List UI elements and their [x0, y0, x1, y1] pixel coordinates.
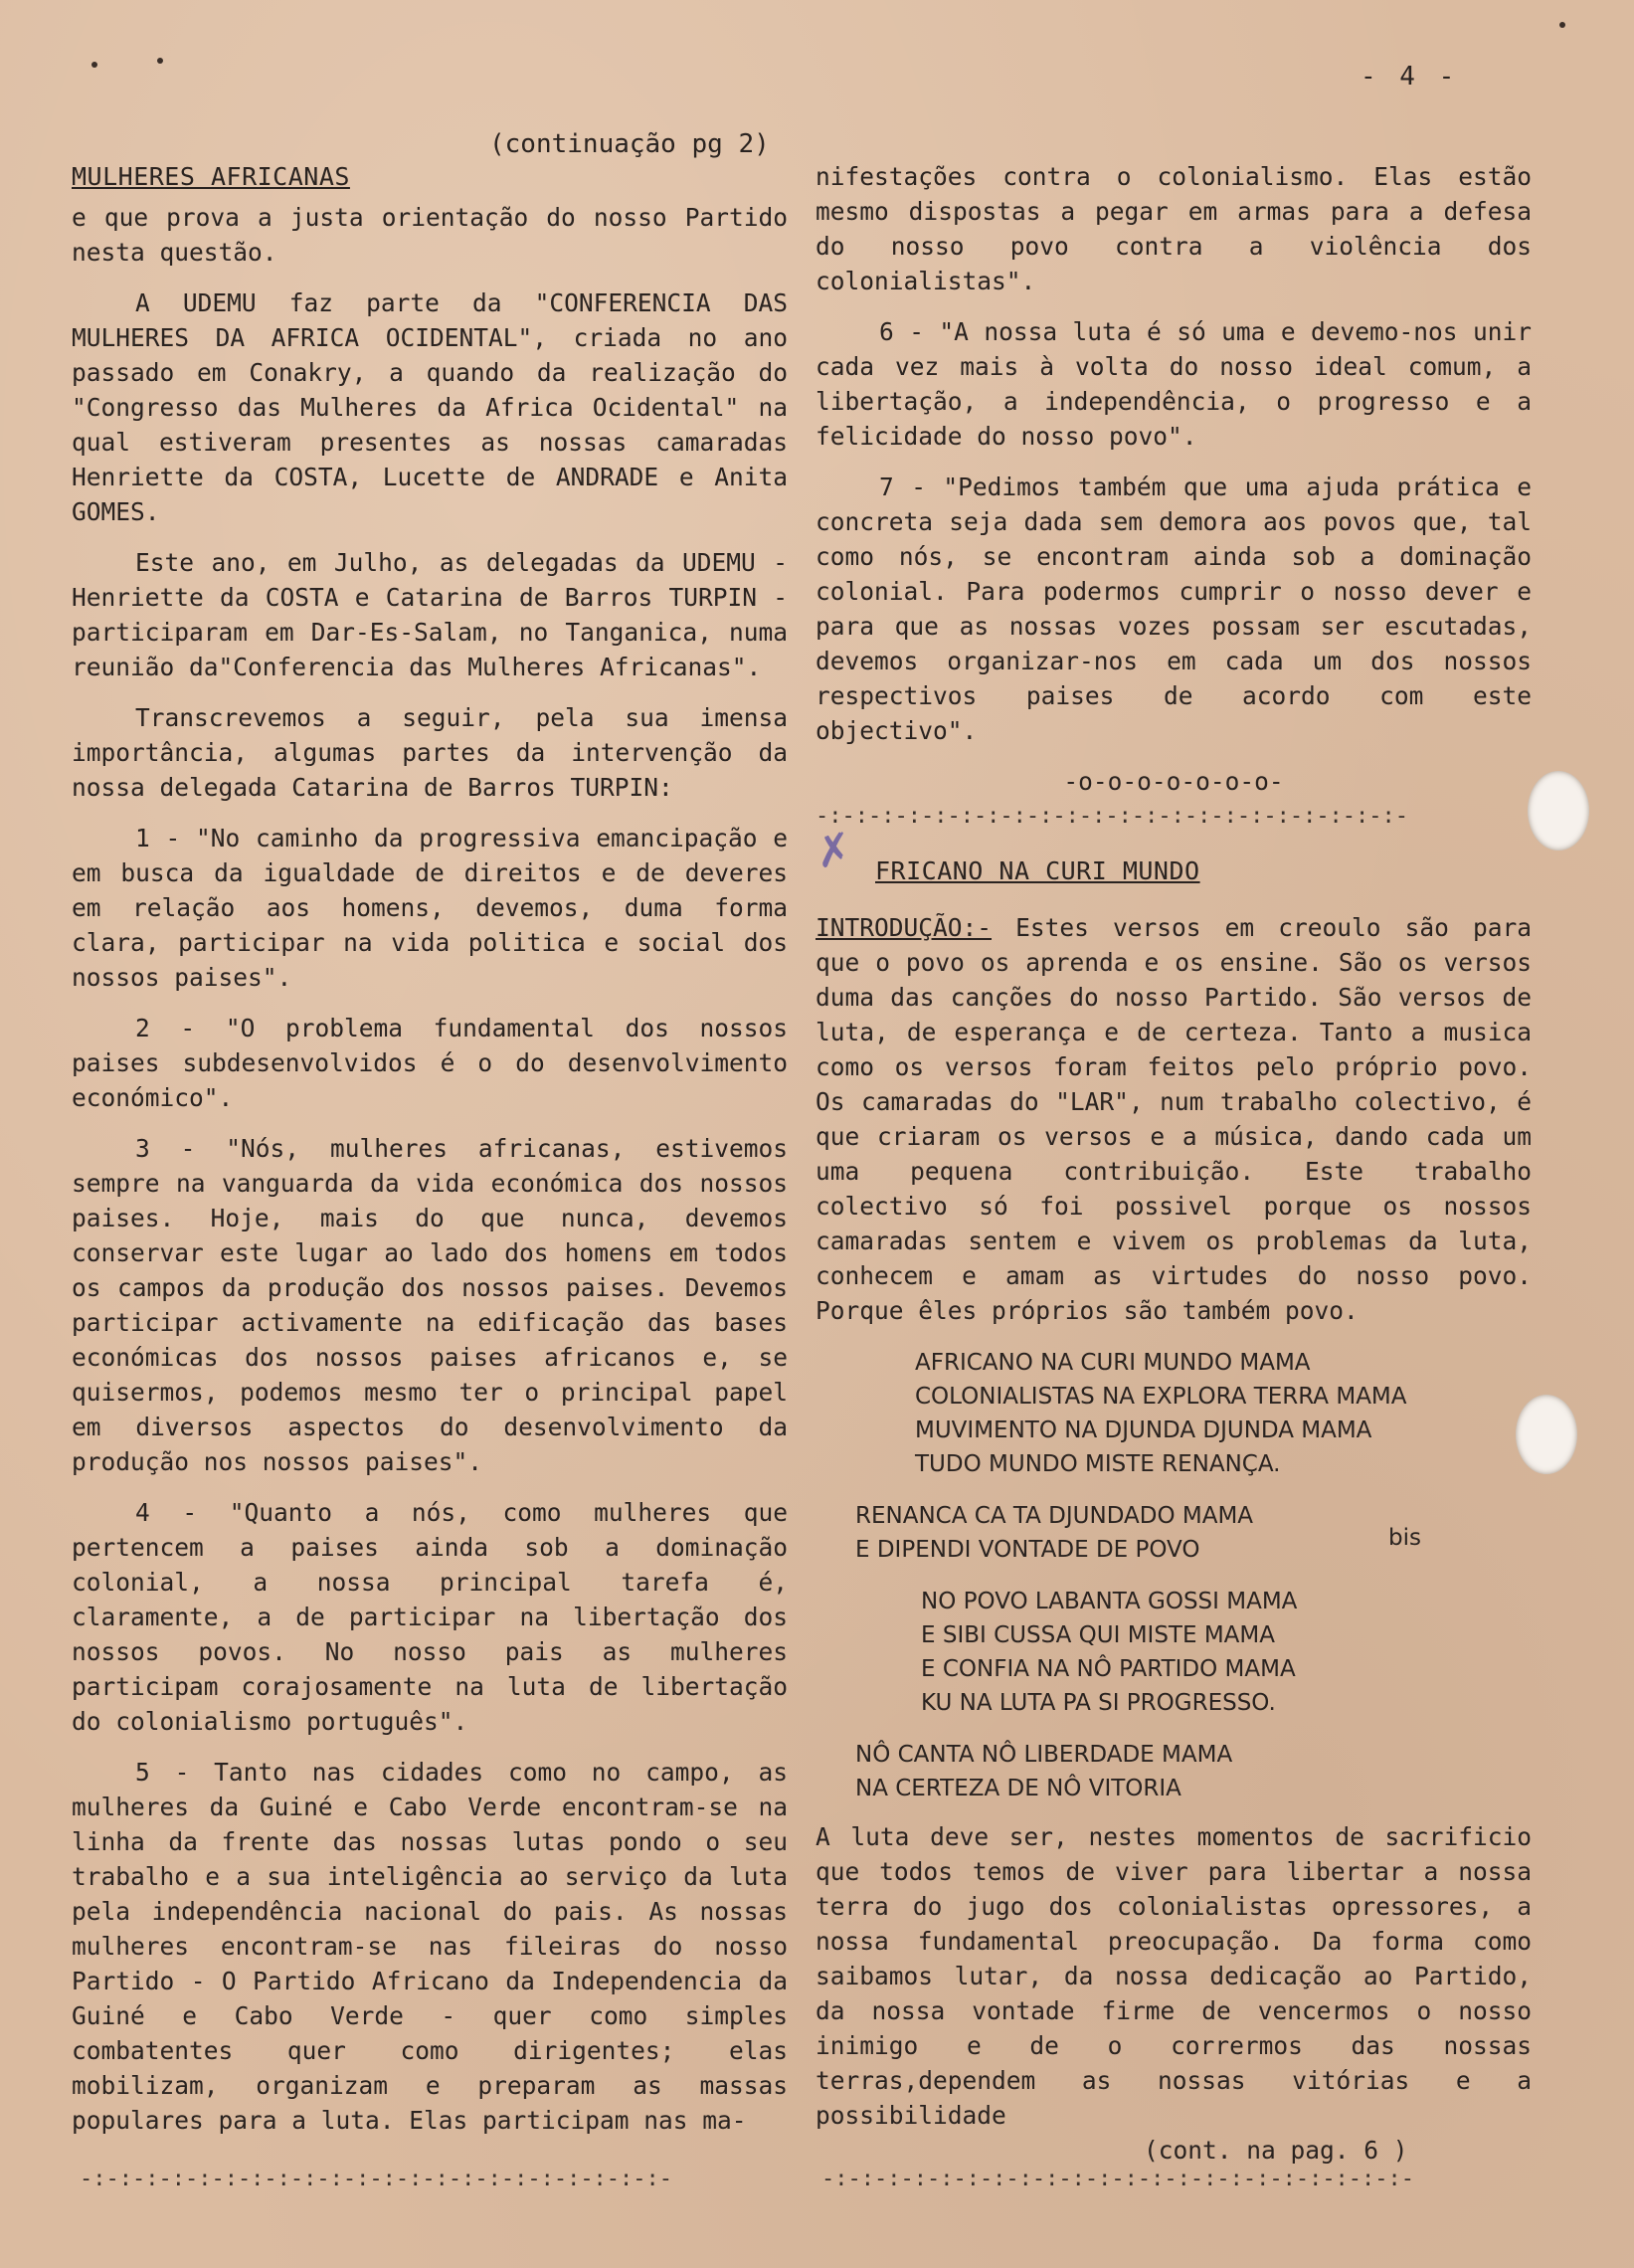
- quote-item-1: 1 - "No caminho da progressiva emancipação e em busca da igualdade de direitos e de deveres em relação aos homens, devemos, duma forma clara, participar na vida politica e social dos nossos paises".: [72, 824, 788, 992]
- bis-marker: bis: [1388, 1525, 1421, 1551]
- song-stanza-4: [816, 1738, 1532, 1805]
- verse-line: E SIBI CUSSA QUI MISTE MAMA: [921, 1622, 1275, 1648]
- verse-line: NO POVO LABANTA GOSSI MAMA: [921, 1589, 1298, 1614]
- quote-item-6: 6 - "A nossa luta é só uma e devemo-nos unir cada vez mais à volta do nosso ideal comum, a libertação, a independência, o progresso e a felicidade do nosso povo".: [816, 317, 1532, 451]
- introduction-paragraph: [816, 910, 1532, 1328]
- paragraph: A UDEMU faz parte da "CONFERENCIA DAS MULHERES DA AFRICA OCIDENTAL", criada no ano passado em Conakry, a quando da realização do "Congresso das Mulheres da Africa Ocidental" na qual estiveram presentes as nossas camaradas Henriette da COSTA, Lucette de ANDRADE e Anita GOMES.: [72, 288, 788, 526]
- verse-line: E CONFIA NA NÔ PARTIDO MAMA: [921, 1656, 1296, 1682]
- section-rule: -:-:-:-:-:-:-:-:-:-:-:-:-:-:-:-:-:-:-:-:-:-:-: [816, 804, 1409, 829]
- pen-x-mark: ✗: [811, 823, 857, 879]
- right-column: [816, 159, 1532, 2168]
- paragraph: Este ano, em Julho, as delegadas da UDEMU - Henriette da COSTA e Catarina de Barros TURPIN - participaram em Dar-Es-Salam, no Tanganica, numa reunião da"Conferencia das Mulheres Africanas".: [72, 548, 788, 681]
- verse-line: TUDO MUNDO MISTE RENANÇA.: [915, 1451, 1281, 1477]
- closing-paragraph: A luta deve ser, nestes momentos de sacrificio que todos temos de viver para libertar a nossa terra do jugo dos colonialistas opressores, a nossa fundamental preocupação. Da forma como saibamos lutar, da nossa dedicação ao Partido, da nossa vontade firme de vencermos o nosso inimigo e de o corrermos das nossas terras,dependem as nossas vitórias e a possibilidade: [816, 1822, 1532, 2130]
- continuation-note: (continuação pg 2): [489, 129, 770, 159]
- introduction-text: Estes versos em creoulo são para que o povo os aprenda e os ensine. São os versos duma das canções do nosso Partido. São versos de luta, de esperança e de certeza. Tanto a musica como os versos foram feitos pelo próprio povo. Os camaradas do "LAR", num trabalho colectivo, é que criaram os versos e a música, dando cada um uma pequena contribuição. Este trabalho colectivo só foi possivel porque os nossos camaradas sentem e vivem os problemas da luta, conhecem e amam as virtudes do nosso povo. Porque êles próprios são também povo.: [816, 913, 1532, 1325]
- quote-item-7: 7 - "Pedimos também que uma ajuda prática e concreta seja dada sem demora aos povos que, tal como nós, se encontram ainda sob a dominação colonial. Para podermos cumprir o nosso dever e para que as nossas vozes possam ser escutadas, devemos organizar-nos em cada um dos nossos respectivos paises de acordo com este objectivo".: [816, 472, 1532, 745]
- continued-note: (cont. na pag. 6 ): [1144, 2136, 1408, 2165]
- paragraph: e que prova a justa orientação do nosso Partido nesta questão.: [72, 203, 788, 267]
- quote-item-3: 3 - "Nós, mulheres africanas, estivemos sempre na vanguarda da vida económica dos nossos paises. Hoje, mais do que nunca, devemos conservar este lugar ao lado dos homens em todos os campos da produção dos nossos paises. Devemos participar activamente na edificação das bases económicas dos nossos paises africanos e, se quisermos, podemos mesmo ter o principal papel em diversos aspectos do desenvolvimento da produção nos nossos paises".: [72, 1134, 788, 1476]
- verse-line: RENANCA CA TA DJUNDADO MAMA: [855, 1503, 1254, 1529]
- song-title: FRICANO NA CURI MUNDO: [875, 856, 1200, 885]
- quote-item-5: 5 - Tanto nas cidades como no campo, as mulheres da Guiné e Cabo Verde encontram-se na linha da frente das nossas lutas pondo o seu trabalho e a sua inteligência ao serviço da luta pela independência nacional do pais. As nossas mulheres encontram-se nas fileiras do nosso Partido - O Partido Africano da Independencia da Guiné e Cabo Verde - quer como simples combatentes quer como dirigentes; elas mobilizam, organizam e preparam as massas populares para a luta. Elas participam nas ma-: [72, 1758, 788, 2135]
- introduction-label: INTRODUÇÃO:-: [816, 913, 993, 942]
- ink-spot: [91, 62, 97, 68]
- verse-line: AFRICANO NA CURI MUNDO MAMA: [915, 1350, 1311, 1376]
- ornament-divider: -o-o-o-o-o-o-o-: [1063, 767, 1284, 796]
- section-title-mulheres-africanas: MULHERES AFRICANAS: [72, 162, 350, 191]
- verse-line: NÔ CANTA NÔ LIBERDADE MAMA: [855, 1742, 1233, 1768]
- left-column: [72, 159, 788, 2154]
- ink-spot: [157, 58, 163, 64]
- quote-item-4: 4 - "Quanto a nós, como mulheres que pertencem a paises ainda sob a dominação colonial, a nossa principal tarefa é, claramente, a de participar na libertação dos nossos povos. No nosso pais as mulheres participam corajosamente na luta de libertação do colonialismo português".: [72, 1498, 788, 1736]
- song-stanza-1: [816, 1346, 1532, 1481]
- ink-spot: [1559, 22, 1565, 28]
- verse-line: COLONIALISTAS NA EXPLORA TERRA MAMA: [915, 1384, 1407, 1410]
- verse-line: KU NA LUTA PA SI PROGRESSO.: [921, 1690, 1276, 1716]
- paragraph: nifestações contra o colonialismo. Elas estão mesmo dispostas a pegar em armas para a defesa do nosso povo contra a violência dos colonialistas".: [816, 162, 1532, 295]
- verse-line: NA CERTEZA DE NÔ VITORIA: [855, 1776, 1181, 1801]
- quote-item-2: 2 - "O problema fundamental dos nossos paises subdesenvolvidos é o do desenvolvimento económico".: [72, 1014, 788, 1112]
- song-stanza-3: [816, 1585, 1532, 1720]
- page-number: - 4 -: [1361, 62, 1459, 92]
- song-stanza-2: [816, 1499, 1532, 1567]
- paragraph: Transcrevemos a seguir, pela sua imensa importância, algumas partes da intervenção da nossa delegada Catarina de Barros TURPIN:: [72, 703, 788, 802]
- right-bottom-rule: -:-:-:-:-:-:-:-:-:-:-:-:-:-:-:-:-:-:-:-:-:-:-: [821, 2167, 1415, 2191]
- verse-line: MUVIMENTO NA DJUNDA DJUNDA MAMA: [915, 1418, 1372, 1443]
- punch-hole-top: [1528, 771, 1589, 850]
- left-bottom-rule: -:-:-:-:-:-:-:-:-:-:-:-:-:-:-:-:-:-:-:-:-:-:-: [80, 2167, 673, 2191]
- verse-line: E DIPENDI VONTADE DE POVO: [855, 1537, 1200, 1563]
